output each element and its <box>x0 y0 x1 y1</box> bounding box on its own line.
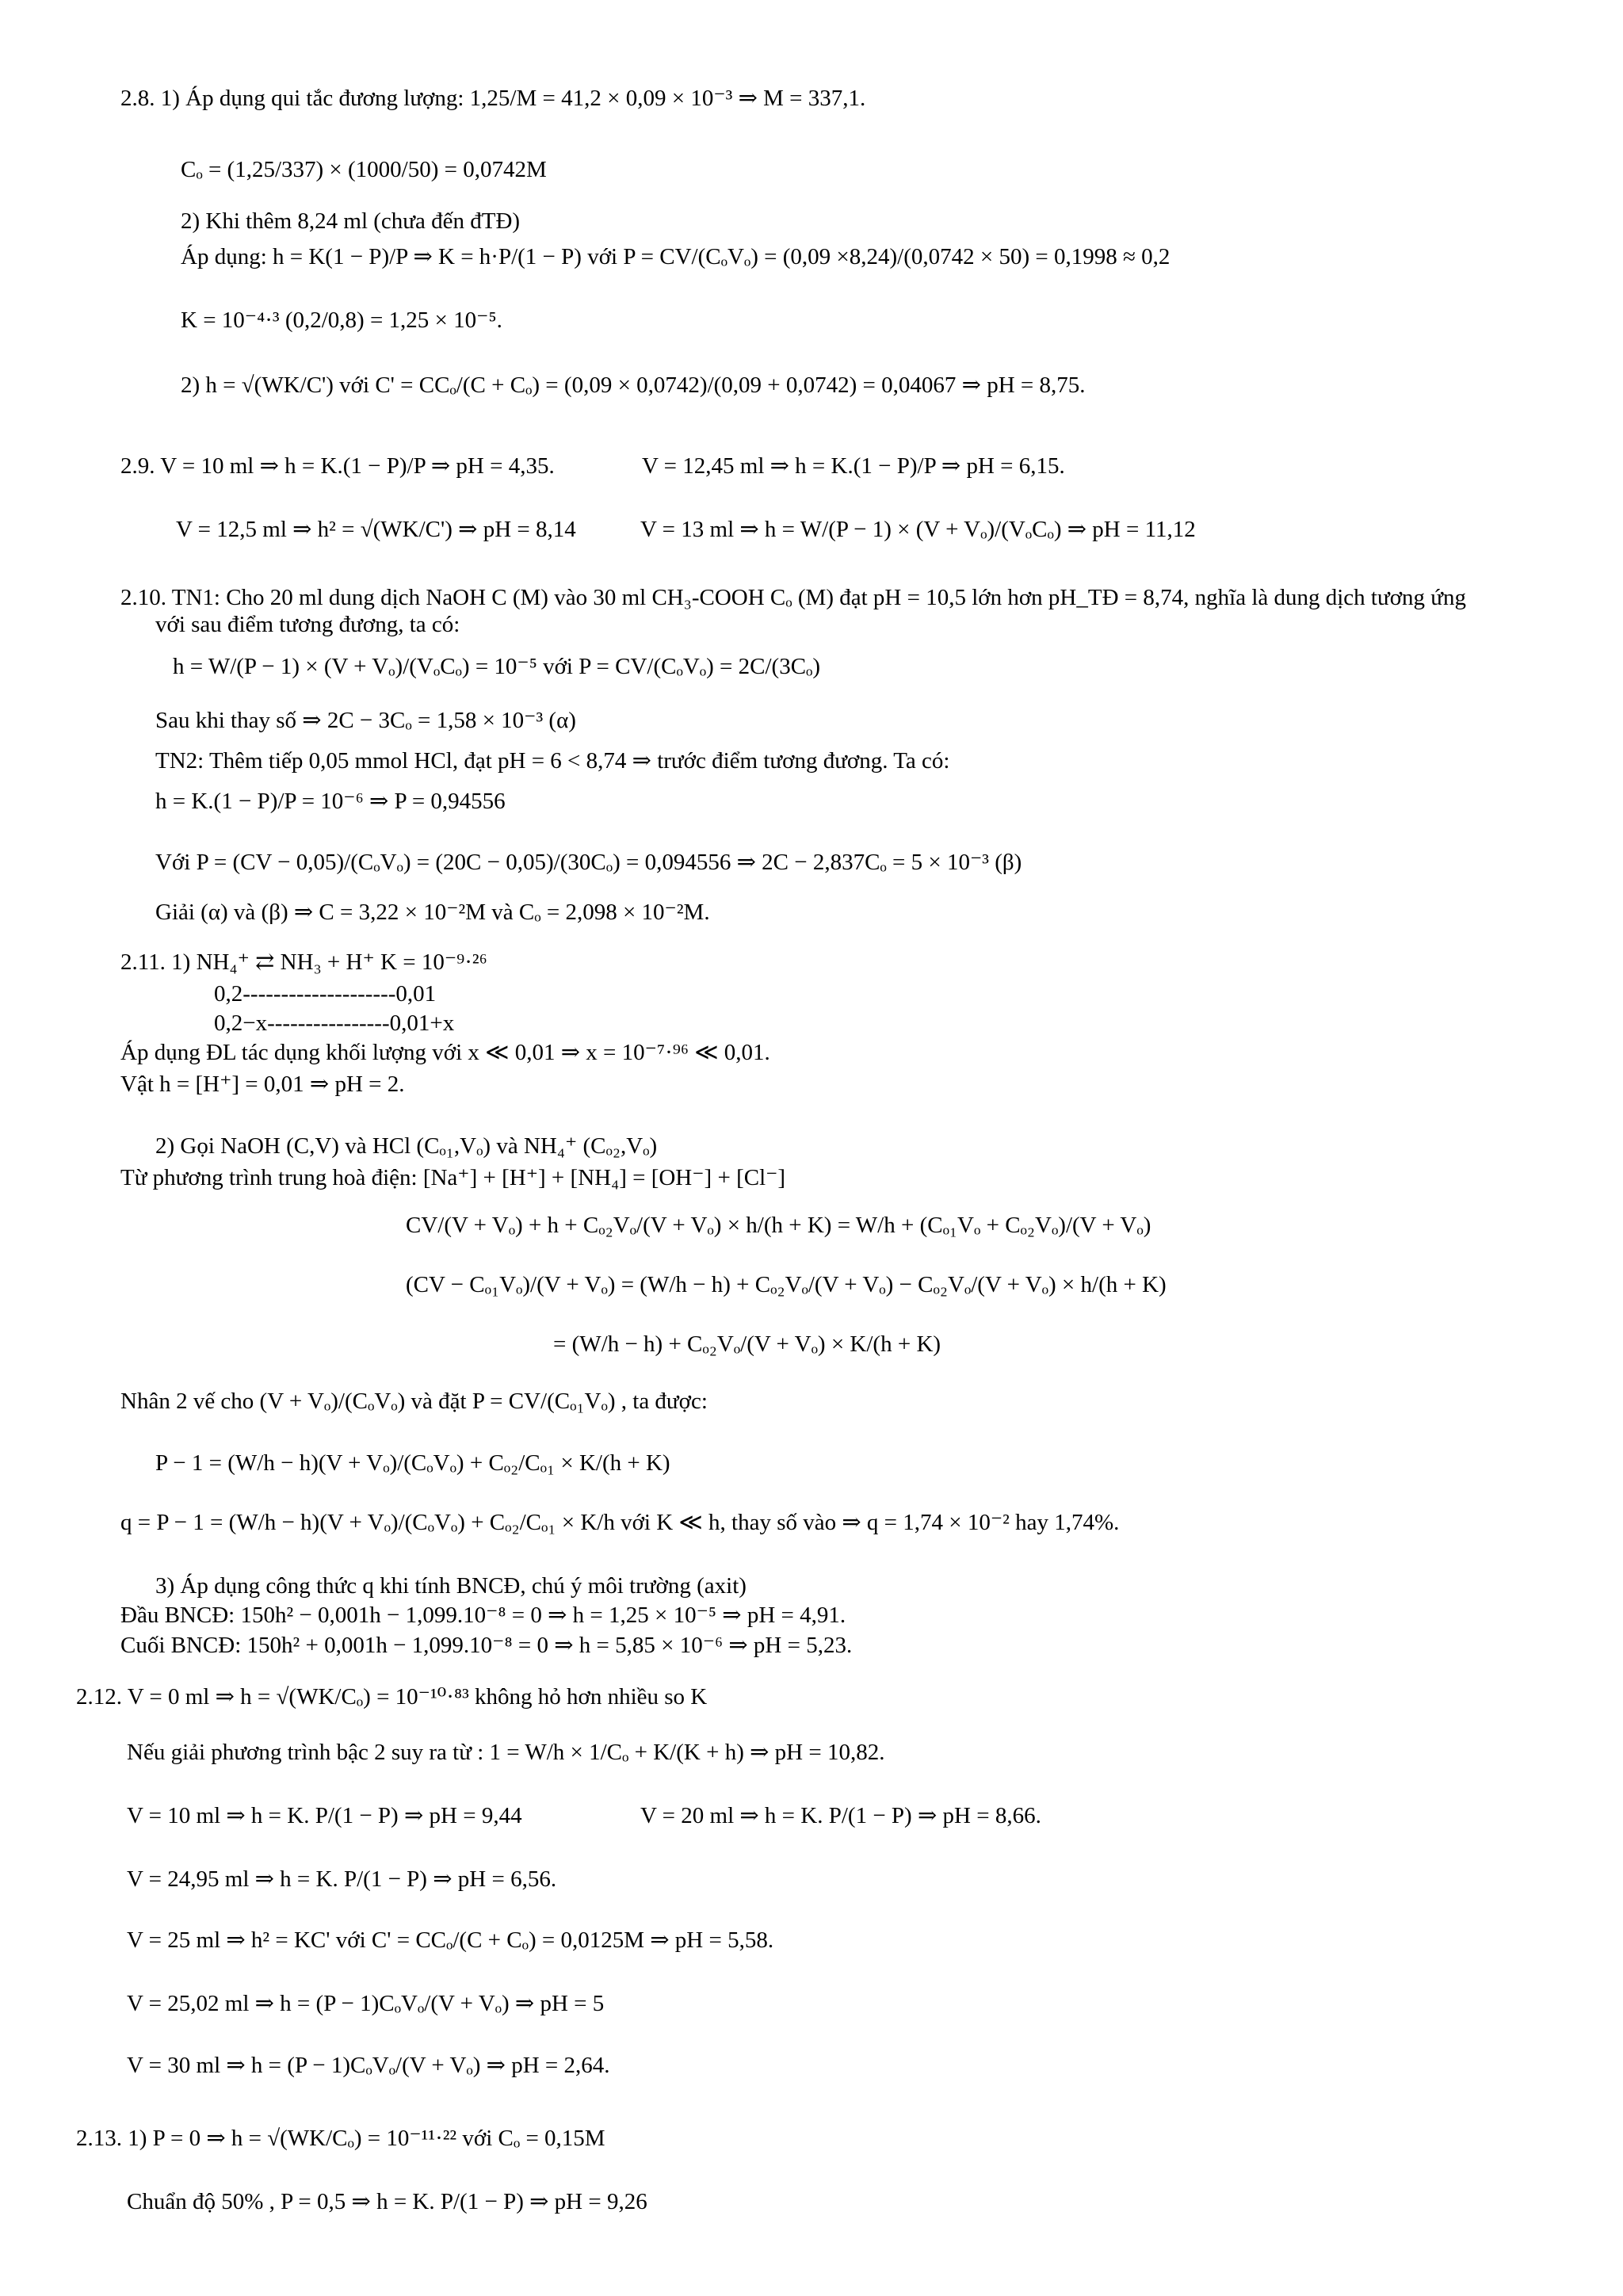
line-2-11-ph: Vật h = [H⁺] = 0,01 ⇒ pH = 2. <box>120 1072 405 1097</box>
line-2-9-c: V = 12,5 ml ⇒ h² = √(WK/C') ⇒ pH = 8,14 <box>176 517 576 542</box>
line-2-10-tn1-cont: với sau điểm tương đương, ta có: <box>155 612 460 637</box>
line-2-8-k: K = 10⁻⁴·³ (0,2/0,8) = 1,25 × 10⁻⁵. <box>181 308 502 333</box>
line-2-11-charge: Từ phương trình trung hoà điện: [Na⁺] + [H⁺] + [NH₄] = [OH⁻] + [Cl⁻] <box>120 1165 786 1190</box>
line-2-9-b: V = 12,45 ml ⇒ h = K.(1 − P)/P ⇒ pH = 6,15. <box>642 453 1065 479</box>
line-2-12-v10: V = 10 ml ⇒ h = K. P/(1 − P) ⇒ pH = 9,44 <box>127 1803 522 1828</box>
line-2-12-v2495: V = 24,95 ml ⇒ h = K. P/(1 − P) ⇒ pH = 6,56. <box>127 1866 557 1892</box>
line-2-11-init: 0,2--------------------0,01 <box>214 981 437 1007</box>
line-2-11-apply: Áp dụng ĐL tác dụng khối lượng với x ≪ 0,01 ⇒ x = 10⁻⁷·⁹⁶ ≪ 0,01. <box>120 1040 770 1065</box>
line-2-11-eqm: 0,2−x----------------0,01+x <box>214 1010 455 1036</box>
line-2-11-part2: 2) Gọi NaOH (C,V) và HCl (Cₒ₁,Vₒ) và NH₄⁺ (Cₒ₂,Vₒ) <box>155 1133 658 1159</box>
line-2-10-beta: Với P = (CV − 0,05)/(CₒVₒ) = (20C − 0,05)/(30Cₒ) = 0,094556 ⇒ 2C − 2,837Cₒ = 5 × 10⁻³ (β) <box>155 850 1022 875</box>
line-2-11-end: Cuối BNCĐ: 150h² + 0,001h − 1,099.10⁻⁸ = 0 ⇒ h = 5,85 × 10⁻⁶ ⇒ pH = 5,23. <box>120 1633 853 1658</box>
line-2-12-v30: V = 30 ml ⇒ h = (P − 1)CₒVₒ/(V + Vₒ) ⇒ pH = 2,64. <box>127 2053 610 2078</box>
line-2-13-p0: 2.13. 1) P = 0 ⇒ h = √(WK/Cₒ) = 10⁻¹¹·²² với Cₒ = 0,15M <box>76 2126 605 2151</box>
line-2-9-a: 2.9. V = 10 ml ⇒ h = K.(1 − P)/P ⇒ pH = 4,35. <box>120 453 555 479</box>
line-2-13-50: Chuẩn độ 50% , P = 0,5 ⇒ h = K. P/(1 − P) ⇒ pH = 9,26 <box>127 2189 647 2214</box>
line-2-12-quad: Nếu giải phương trình bậc 2 suy ra từ : 1 = W/h × 1/Cₒ + K/(K + h) ⇒ pH = 10,82. <box>127 1740 885 1765</box>
line-2-8-apply: Áp dụng: h = K(1 − P)/P ⇒ K = h·P/(1 − P) với P = CV/(CₒVₒ) = (0,09 ×8,24)/(0,0742 × 50) = 0,1998 ≈ 0,2 <box>181 244 1170 269</box>
line-2-10-tn2: TN2: Thêm tiếp 0,05 mmol HCl, đạt pH = 6 < 8,74 ⇒ trước điểm tương đương. Ta có: <box>155 748 950 774</box>
line-2-11-eq1: CV/(V + Vₒ) + h + Cₒ₂Vₒ/(V + Vₒ) × h/(h + K) = W/h + (Cₒ₁Vₒ + Cₒ₂Vₒ)/(V + Vₒ) <box>406 1213 1151 1238</box>
line-2-8-title: 2.8. 1) Áp dụng qui tắc đương lượng: 1,25/M = 41,2 × 0,09 × 10⁻³ ⇒ M = 337,1. <box>120 86 866 111</box>
line-2-10-solve: Giải (α) và (β) ⇒ C = 3,22 × 10⁻²M và Cₒ = 2,098 × 10⁻²M. <box>155 900 710 925</box>
line-2-11-p1: P − 1 = (W/h − h)(V + Vₒ)/(CₒVₒ) + Cₒ₂/Cₒ₁ × K/(h + K) <box>155 1450 670 1476</box>
line-2-12-v20: V = 20 ml ⇒ h = K. P/(1 − P) ⇒ pH = 8,66. <box>640 1803 1041 1828</box>
line-2-10-tn1: 2.10. TN1: Cho 20 ml dung dịch NaOH C (M) vào 30 ml CH₃-COOH Cₒ (M) đạt pH = 10,5 lớn hơn pH_TĐ = 8,74, nghĩa là dung dịch tương ứng <box>120 585 1467 610</box>
line-2-12-v25: V = 25 ml ⇒ h² = KC' với C' = CCₒ/(C + Cₒ) = 0,0125M ⇒ pH = 5,58. <box>127 1927 774 1953</box>
line-2-8-h: 2) h = √(WK/C') với C' = CCₒ/(C + Cₒ) = (0,09 × 0,0742)/(0,09 + 0,0742) = 0,04067 ⇒ pH = 8,75. <box>181 372 1086 398</box>
line-2-11-eq2: (CV − Cₒ₁Vₒ)/(V + Vₒ) = (W/h − h) + Cₒ₂Vₒ/(V + Vₒ) − Cₒ₂Vₒ/(V + Vₒ) × h/(h + K) <box>406 1272 1167 1297</box>
line-2-11-eq: 2.11. 1) NH₄⁺ ⇄ NH₃ + H⁺ K = 10⁻⁹·²⁶ <box>120 949 487 975</box>
line-2-12-v2502: V = 25,02 ml ⇒ h = (P − 1)CₒVₒ/(V + Vₒ) ⇒ pH = 5 <box>127 1991 605 2016</box>
line-2-9-d: V = 13 ml ⇒ h = W/(P − 1) × (V + Vₒ)/(VₒCₒ) ⇒ pH = 11,12 <box>640 517 1196 542</box>
line-2-10-h: h = W/(P − 1) × (V + Vₒ)/(VₒCₒ) = 10⁻⁵ với P = CV/(CₒVₒ) = 2C/(3Cₒ) <box>173 654 821 679</box>
line-2-11-multiply: Nhân 2 vế cho (V + Vₒ)/(CₒVₒ) và đặt P = CV/(Cₒ₁Vₒ) , ta được: <box>120 1389 708 1414</box>
line-2-11-part3: 3) Áp dụng công thức q khi tính BNCĐ, chú ý môi trường (axit) <box>155 1573 747 1599</box>
line-2-12-v0: 2.12. V = 0 ml ⇒ h = √(WK/Cₒ) = 10⁻¹⁰·⁸³ không hỏ hơn nhiều so K <box>76 1684 708 1710</box>
line-2-10-p: h = K.(1 − P)/P = 10⁻⁶ ⇒ P = 0,94556 <box>155 789 506 814</box>
line-2-8-part2: 2) Khi thêm 8,24 ml (chưa đến đTĐ) <box>181 208 521 234</box>
line-2-10-alpha: Sau khi thay số ⇒ 2C − 3Cₒ = 1,58 × 10⁻³ (α) <box>155 708 576 733</box>
line-2-8-co: Cₒ = (1,25/337) × (1000/50) = 0,0742M <box>181 157 547 182</box>
line-2-11-q: q = P − 1 = (W/h − h)(V + Vₒ)/(CₒVₒ) + Cₒ₂/Cₒ₁ × K/h với K ≪ h, thay số vào ⇒ q = 1,74 × 10⁻² hay 1,74%. <box>120 1510 1120 1535</box>
line-2-11-eq3: = (W/h − h) + Cₒ₂Vₒ/(V + Vₒ) × K/(h + K) <box>553 1331 941 1357</box>
line-2-11-start: Đầu BNCĐ: 150h² − 0,001h − 1,099.10⁻⁸ = 0 ⇒ h = 1,25 × 10⁻⁵ ⇒ pH = 4,91. <box>120 1603 846 1628</box>
